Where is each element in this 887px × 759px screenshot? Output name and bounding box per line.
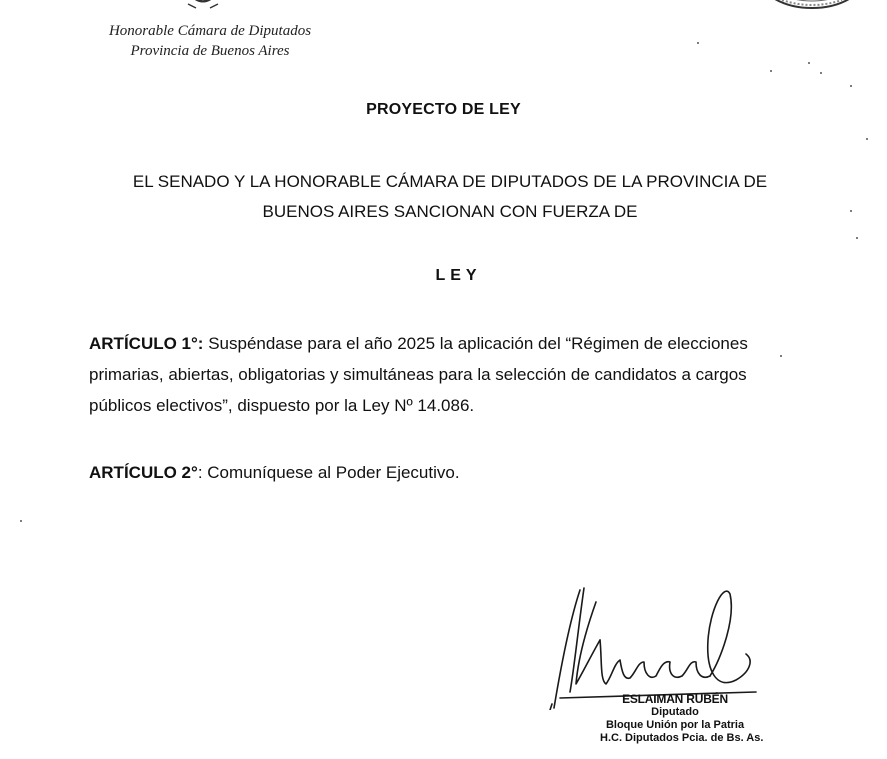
enacting-clause (60, 167, 840, 227)
article-2-text: : Comuníquese al Poder Ejecutivo. (197, 463, 460, 482)
chamber-name (90, 21, 330, 61)
enacting-clause-line-2: BUENOS AIRES SANCIONAN CON FUERZA DE (262, 202, 638, 221)
article-1 (89, 328, 834, 421)
article-2-label: ARTÍCULO 2° (89, 463, 198, 482)
chamber-name-line-2: Provincia de Buenos Aires (130, 43, 290, 59)
coat-of-arms-icon (178, 0, 228, 22)
article-1-label: ARTÍCULO 1°: (89, 334, 204, 353)
chamber-name-line-1: Honorable Cámara de Diputados (108, 23, 312, 39)
article-1-line-1 (89, 328, 834, 359)
scan-speck (850, 85, 852, 87)
scan-speck (697, 42, 699, 44)
scan-speck (856, 237, 858, 239)
signer-role: Diputado (651, 706, 699, 718)
law-heading: LEY (435, 267, 482, 284)
article-1-line-2: primarias, abiertas, obligatorias y simultáneas para la selección de candidatos a cargos (89, 365, 747, 384)
scan-speck (850, 210, 852, 212)
scan-speck (20, 520, 22, 522)
signer-chamber: H.C. Diputados Pcia. de Bs. As. (600, 732, 764, 744)
scan-speck (808, 62, 810, 64)
article-2 (89, 457, 834, 488)
enacting-clause-line-1: EL SENADO Y LA HONORABLE CÁMARA DE DIPUTADOS DE LA PROVINCIA DE (132, 172, 768, 191)
official-seal-icon (752, 0, 872, 12)
scan-speck (780, 355, 782, 357)
scan-speck (770, 70, 772, 72)
handwritten-signature-icon (540, 580, 770, 710)
document-type-heading: PROYECTO DE LEY (366, 101, 521, 118)
signature-block (600, 692, 764, 745)
article-1-text-1: Suspéndase para el año 2025 la aplicación del “Régimen de elecciones (203, 334, 748, 353)
scan-speck (820, 72, 822, 74)
scan-speck (866, 138, 868, 140)
signer-bloc: Bloque Unión por la Patria (605, 719, 745, 731)
signer-name: ESLAIMAN RUBÉN (622, 692, 728, 706)
article-1-line-3: públicos electivos”, dispuesto por la Ley Nº 14.086. (89, 396, 475, 415)
